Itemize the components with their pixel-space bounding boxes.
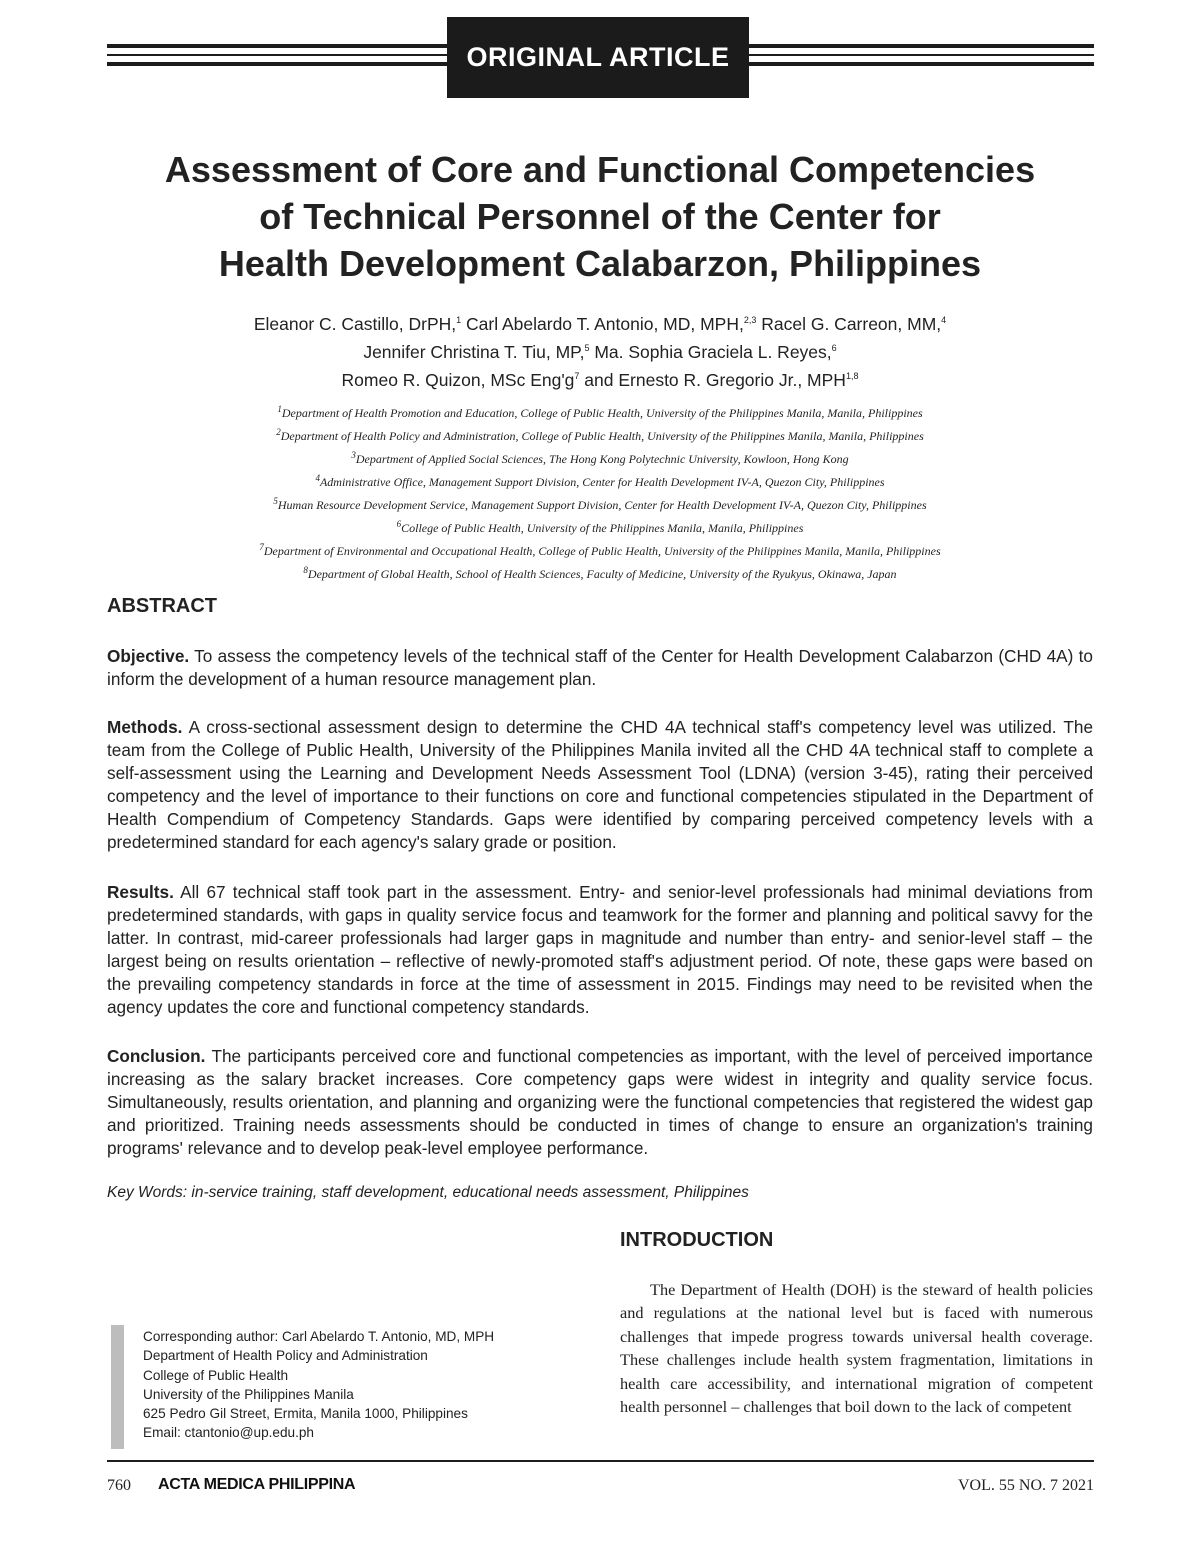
author-line [100, 336, 1100, 364]
corresponding-author-box [143, 1327, 494, 1443]
affiliation-text: Administrative Office, Management Support Division, Center for Health Development IV-A, Quezon City, Philippines [319, 475, 885, 489]
objective-text: To assess the competency levels of the technical staff of the Center for Health Development Calabarzon (CHD 4A) to inform the development of a human resource management plan. [107, 646, 1093, 689]
abstract-objective [107, 645, 1093, 691]
abstract-conclusion [107, 1045, 1093, 1160]
methods-text: A cross-sectional assessment design to determine the CHD 4A technical staff's competency level was utilized. The team from the College of Public Health, University of the Philippines Manila invited all the CHD 4A technical staff to complete a self-assessment using the Learning and Development Needs Assessment Tool (LDNA) (version 3-45), rating their perceived competency and the level of importance to their functions on core and functional competencies stipulated in the Department of Health Compendium of Competency Standards. Gaps were identified by comparing perceived competency levels with a predetermined standard for each agency's salary grade or position. [107, 717, 1093, 852]
author-name: Racel G. Carreon, MM, [756, 313, 942, 334]
corresponding-line: 625 Pedro Gil Street, Ermita, Manila 1000, Philippines [143, 1406, 468, 1422]
author-name: and Ernesto R. Gregorio Jr., MPH [579, 369, 846, 390]
affiliation-item [100, 446, 1100, 469]
author-name: Jennifer Christina T. Tiu, MP, [363, 341, 585, 362]
abstract-heading: ABSTRACT [107, 595, 217, 617]
author-name: Romeo R. Quizon, MSc Eng'g [341, 369, 575, 390]
title-line: Health Development Calabarzon, Philippines [218, 243, 982, 284]
affiliation-sup: 7 [259, 542, 264, 552]
article-type-label: ORIGINAL ARTICLE [447, 17, 749, 98]
corresponding-bar [111, 1325, 124, 1449]
article-title [80, 146, 1120, 287]
author-affil-sup: 6 [831, 342, 837, 353]
abstract-results [107, 881, 1093, 1019]
author-name: Eleanor C. Castillo, DrPH, [253, 313, 457, 334]
methods-label: Methods. [107, 717, 183, 737]
author-affil-sup: 1,8 [845, 370, 859, 381]
keywords: Key Words: in-service training, staff development, educational needs assessment, Philippines [107, 1184, 749, 1201]
abstract-methods [107, 716, 1093, 854]
author-affil-sup: 4 [941, 315, 947, 325]
author-affil-sup: 7 [574, 370, 580, 381]
author-affil-sup: 2,3 [743, 315, 757, 325]
author-list [100, 308, 1100, 391]
affiliation-sup: 3 [351, 450, 356, 460]
affiliation-sup: 2 [276, 427, 281, 437]
affiliation-text: Human Resource Development Service, Management Support Division, Center for Health Development IV-A, Quezon City, Philippines [277, 498, 927, 512]
volume-info: VOL. 55 NO. 7 2021 [958, 1477, 1094, 1494]
corresponding-line: Corresponding author: Carl Abelardo T. Antonio, MD, MPH [143, 1329, 495, 1344]
introduction-paragraph [620, 1278, 1093, 1418]
affiliation-item [100, 515, 1100, 538]
affiliation-item [100, 492, 1100, 515]
affiliation-item [100, 561, 1100, 584]
affiliation-list [100, 400, 1100, 584]
affiliation-item [100, 469, 1100, 492]
affiliation-text: Department of Health Promotion and Education, College of Public Health, University of the Philippines Manila, Manila, Philippines [281, 406, 923, 420]
header-rule-left-top [107, 44, 447, 48]
footer-rule [107, 1460, 1094, 1462]
affiliation-sup: 6 [396, 519, 402, 529]
author-line [100, 308, 1100, 336]
affiliation-text: Department of Environmental and Occupational Health, College of Public Health, University of the Philippines Manila, Manila, Philippines [263, 544, 941, 558]
affiliation-item [100, 538, 1100, 561]
title-line: of Technical Personnel of the Center for [259, 196, 941, 237]
objective-label: Objective. [107, 646, 190, 666]
corresponding-line: University of the Philippines Manila [143, 1386, 354, 1402]
results-text: All 67 technical staff took part in the assessment. Entry- and senior-level professionals had minimal deviations from predetermined standards, with gaps in quality service focus and teamwork for the former and planning and political savvy for the latter. In contrast, mid-career professionals had larger gaps in magnitude and number than entry- and senior-level staff – the largest being on results orientation – reflective of newly-promoted staff's adjustment period. Of note, these gaps were based on the prevailing competency standards in force at the time of assessment in 2015. Findings may need to be revisited when the agency updates the core and functional competency standards. [107, 882, 1093, 1017]
page-number: 760 [107, 1477, 131, 1494]
corresponding-line: Department of Health Policy and Administration [143, 1348, 428, 1364]
introduction-text: The Department of Health (DOH) is the steward of health policies and regulations at the national level but is faced with numerous challenges that impede progress towards universal health coverage. These challenges include health system fragmentation, limitations in health care accessibility, and international migration of competent health personnel – challenges that boil down to the lack of competent [620, 1280, 1093, 1417]
header-rule-right-top [749, 44, 1094, 48]
corresponding-line: College of Public Health [143, 1367, 289, 1383]
affiliation-item [100, 400, 1100, 423]
author-line [100, 364, 1100, 392]
header-rule-left-bottom [107, 62, 447, 66]
author-affil-sup: 5 [584, 342, 590, 353]
introduction-heading: INTRODUCTION [620, 1229, 774, 1251]
affiliation-text: College of Public Health, University of the Philippines Manila, Manila, Philippines [401, 521, 804, 535]
corresponding-email: Email: ctantonio@up.edu.ph [143, 1425, 314, 1441]
affiliation-item [100, 423, 1100, 446]
header-rule-right-mid [749, 54, 1094, 56]
header-rule-right-bottom [749, 62, 1094, 66]
title-line: Assessment of Core and Functional Competencies [164, 149, 1036, 190]
author-name: Ma. Sophia Graciela L. Reyes, [589, 341, 832, 362]
affiliation-text: Department of Health Policy and Administration, College of Public Health, University of the Philippines Manila, Manila, Philippines [280, 429, 924, 443]
author-name: Carl Abelardo T. Antonio, MD, MPH, [461, 313, 744, 334]
conclusion-label: Conclusion. [107, 1046, 206, 1066]
affiliation-text: Department of Global Health, School of Health Sciences, Faculty of Medicine, University of the Ryukyus, Okinawa, Japan [307, 567, 897, 581]
journal-name: ACTA MEDICA PHILIPPINA [158, 1476, 356, 1493]
affiliation-sup: 5 [273, 496, 278, 506]
results-label: Results. [107, 882, 174, 902]
conclusion-text: The participants perceived core and functional competencies as important, with the level of perceived importance increasing as the salary bracket increases. Core competency gaps were widest in integrity and quality service focus. Simultaneously, results orientation, and planning and organizing were the functional competencies that registered the widest gap and prioritized. Training needs assessments should be conducted in times of change to ensure an organization's training programs' relevance and to develop peak-level employee performance. [107, 1046, 1093, 1158]
affiliation-sup: 8 [303, 565, 308, 575]
affiliation-sup: 4 [315, 473, 320, 483]
affiliation-text: Department of Applied Social Sciences, The Hong Kong Polytechnic University, Kowloon, Hong Kong [355, 452, 849, 466]
header-rule-left-mid [107, 54, 447, 56]
author-affil-sup: 1 [456, 315, 462, 325]
affiliation-sup: 1 [277, 404, 282, 414]
